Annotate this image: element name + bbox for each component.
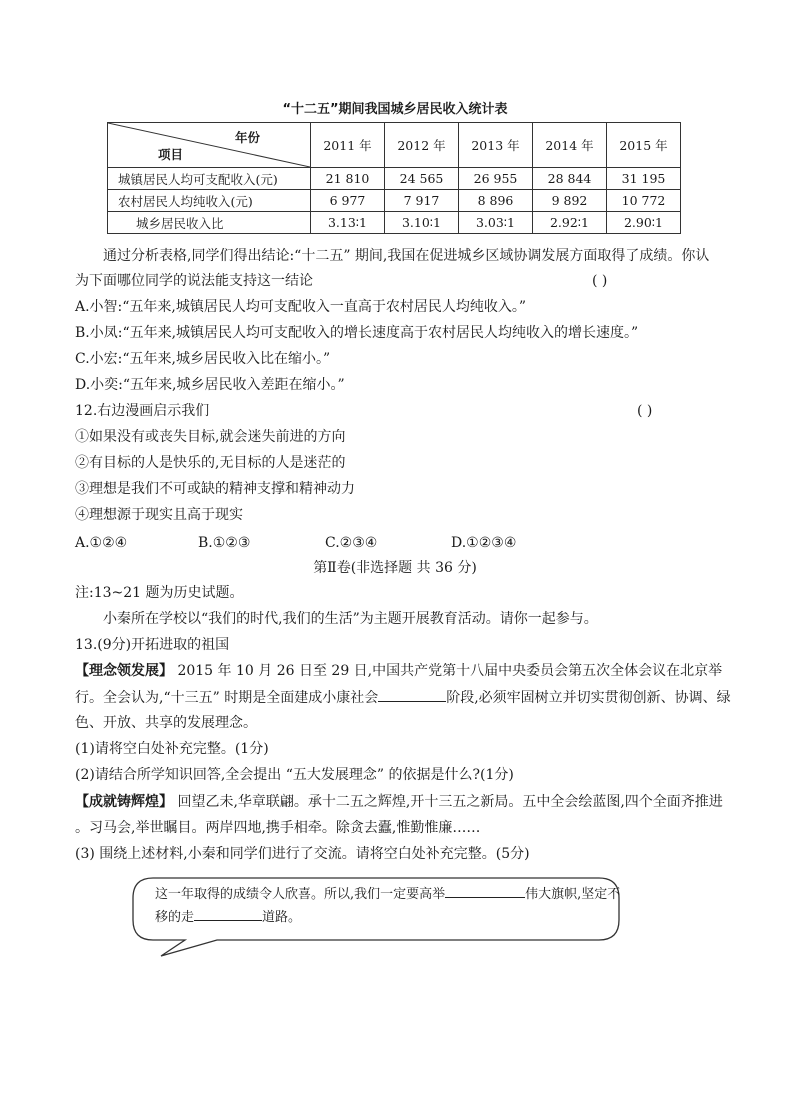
table-cell: 3.03∶1: [459, 212, 533, 234]
table-cell: 2.92∶1: [533, 212, 607, 234]
year-header: 2011 年: [311, 123, 385, 168]
section-label: 【成就铸辉煌】: [75, 794, 173, 810]
table-cell: 10 772: [607, 190, 681, 212]
q13-sub1: (1)请将空白处补充完整。(1分): [75, 741, 269, 757]
q11-option-b: B.小凤:“五年来,城镇居民人均可支配收入的增长速度高于农村居民人均纯收入的增长速度。”: [75, 325, 639, 341]
table-cell: 28 844: [533, 168, 607, 190]
table-cell: 26 955: [459, 168, 533, 190]
diagonal-line: [108, 123, 310, 167]
q12-choice-d: D.①②③④: [451, 535, 517, 551]
q13-section1-line3: 色、开放、共享的发展理念。: [75, 715, 257, 731]
q13-section1-line2: [75, 687, 731, 708]
bubble-text: 道路。: [262, 910, 302, 925]
section-label: 【理念领发展】: [75, 663, 173, 679]
q11-answer-paren: ( ): [592, 273, 608, 289]
section-text: 回望乙未,华章联翩。承十二五之辉煌,开十三五之新局。五中全会绘蓝图,四个全面齐推进: [173, 794, 723, 810]
speech-bubble-text: [155, 883, 625, 929]
header-item-label: 项目: [158, 147, 184, 162]
table-cell: 9 892: [533, 190, 607, 212]
table-header-row: [108, 123, 681, 168]
part2-note: 注:13~21 题为历史试题。: [75, 585, 244, 601]
row-label: 农村居民人均纯收入(元): [108, 190, 311, 212]
table-cell: 3.10∶1: [385, 212, 459, 234]
q11-stem-line2: 为下面哪位同学的说法能支持这一结论: [75, 273, 313, 289]
q12-stem: 12.右边漫画启示我们: [75, 403, 210, 419]
q11-option-d: D.小奕:“五年来,城乡居民收入差距在缩小。”: [75, 377, 345, 393]
section-text: 行。全会认为,“十三五” 时期是全面建成小康社会: [75, 690, 379, 706]
q12-item-1: ①如果没有或丧失目标,就会迷失前进的方向: [75, 429, 346, 445]
q11-option-c: C.小宏:“五年来,城乡居民收入比在缩小。”: [75, 351, 331, 367]
fill-blank[interactable]: [445, 883, 525, 898]
q13-sub3: (3) 围绕上述材料,小秦和同学们进行了交流。请将空白处补充完整。(5分): [75, 846, 530, 862]
q12-item-2: ②有目标的人是快乐的,无目标的人是迷茫的: [75, 455, 346, 471]
q12-choice-b: B.①②③: [198, 535, 251, 551]
q13-section1-line1: [75, 661, 722, 681]
year-header: 2015 年: [607, 123, 681, 168]
bubble-text: 伟大旗帜,坚定不移的走: [155, 887, 621, 925]
q13-sub2: (2)请结合所学知识回答,全会提出 “五大发展理念” 的依据是什么?(1分): [75, 767, 514, 783]
part2-title: 第Ⅱ卷(非选择题 共 36 分): [313, 560, 477, 576]
table-cell: 2.90∶1: [607, 212, 681, 234]
fill-blank[interactable]: [378, 687, 446, 702]
row-label: 城乡居民收入比: [108, 212, 311, 234]
header-diagonal-cell: [108, 123, 311, 168]
year-header: 2013 年: [459, 123, 533, 168]
q12-choice-a: A.①②④: [75, 535, 128, 551]
section-text: 阶段,必须牢固树立并切实贯彻创新、协调、绿: [446, 690, 731, 706]
table-title: “十二五”期间我国城乡居民收入统计表: [282, 102, 508, 117]
header-year-label: 年份: [234, 130, 260, 145]
fill-blank[interactable]: [194, 906, 262, 921]
table-row: [108, 212, 681, 234]
table-row: [108, 168, 681, 190]
income-table: [107, 122, 681, 234]
section-text: 2015 年 10 月 26 日至 29 日,中国共产党第十八届中央委员会第五次全体会议在北京举: [173, 663, 723, 679]
q11-option-a: A.小智:“五年来,城镇居民人均可支配收入一直高于农村居民人均纯收入。”: [75, 299, 527, 315]
table-row: [108, 190, 681, 212]
table-cell: 31 195: [607, 168, 681, 190]
part2-intro: 小秦所在学校以“我们的时代,我们的生活”为主题开展教育活动。请你一起参与。: [103, 611, 598, 627]
table-cell: 8 896: [459, 190, 533, 212]
year-header: 2014 年: [533, 123, 607, 168]
q13-section2-line1: [75, 792, 723, 812]
year-header: 2012 年: [385, 123, 459, 168]
q12-item-4: ④理想源于现实且高于现实: [75, 507, 243, 523]
q12-choice-c: C.②③④: [325, 535, 378, 551]
table-cell: 6 977: [311, 190, 385, 212]
q11-stem-line1: 通过分析表格,同学们得出结论:“十二五” 期间,我国在促进城乡区域协调发展方面取得了成绩。你认: [103, 248, 710, 264]
q12-answer-paren: ( ): [637, 403, 653, 419]
table-cell: 7 917: [385, 190, 459, 212]
q13-title: 13.(9分)开拓进取的祖国: [75, 637, 230, 653]
bubble-text: 这一年取得的成绩令人欣喜。所以,我们一定要高举: [155, 887, 446, 902]
row-label: 城镇居民人均可支配收入(元): [108, 168, 311, 190]
q12-item-3: ③理想是我们不可或缺的精神支撑和精神动力: [75, 481, 355, 497]
table-cell: 3.13∶1: [311, 212, 385, 234]
table-cell: 24 565: [385, 168, 459, 190]
q13-section2-line2: 。习马会,举世瞩目。两岸四地,携手相牵。除贪去蠹,惟勤惟廉……: [75, 820, 481, 836]
table-cell: 21 810: [311, 168, 385, 190]
